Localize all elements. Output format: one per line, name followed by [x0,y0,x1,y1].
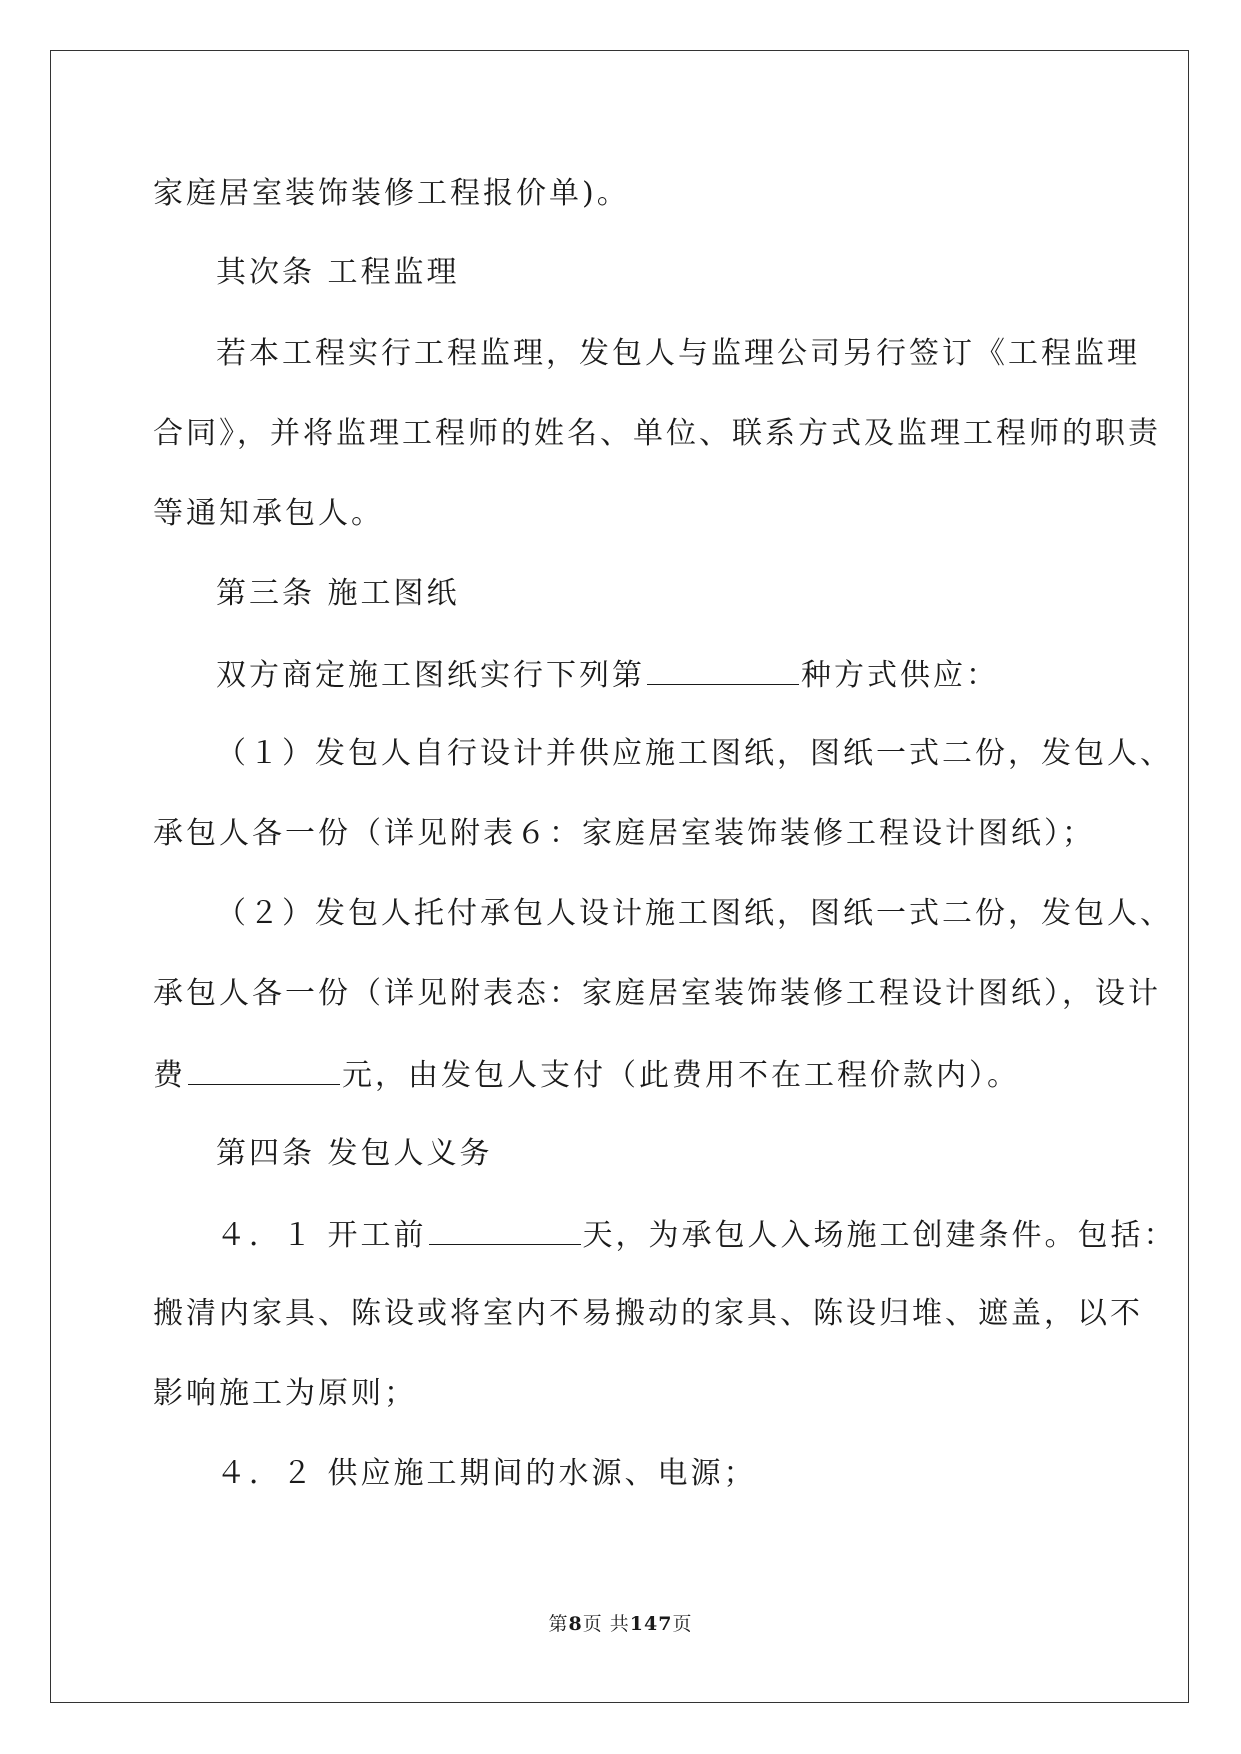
text-line [216,1214,1177,1256]
text-segment: 元，由发包人支付（此费用不在工程价款内）。 [342,1058,1020,1093]
text-segment: 费 [153,1058,186,1093]
text-line: （２）发包人托付承包人设计施工图纸，图纸一式二份，发包人、 [216,896,1173,931]
text-line [216,654,999,696]
footer-middle: 页 共 [582,1613,630,1635]
text-segment: 天，为承包人入场施工创建条件。包括： [582,1218,1177,1253]
text-line: ４．２ 供应施工期间的水源、电源； [216,1456,757,1491]
fill-in-blank[interactable] [429,1214,581,1245]
footer-suffix: 页 [672,1613,693,1635]
footer-prefix: 第 [548,1613,569,1635]
text-segment: 种方式供应： [801,658,999,693]
text-line: 合同》，并将监理工程师的姓名、单位、联系方式及监理工程师的职责 [153,416,1161,451]
section-heading: 第四条 发包人义务 [216,1136,493,1171]
text-segment: ４．１ 开工前 [216,1218,427,1253]
section-heading: 其次条 工程监理 [216,255,460,290]
fill-in-blank[interactable] [647,654,799,685]
text-line: 承包人各一份（详见附表态：家庭居室装饰装修工程设计图纸），设计 [153,976,1161,1011]
text-segment: 双方商定施工图纸实行下列第 [216,658,645,693]
text-line: 承包人各一份（详见附表６：家庭居室装饰装修工程设计图纸）； [153,816,1095,851]
section-heading: 第三条 施工图纸 [216,576,460,611]
text-line: （１）发包人自行设计并供应施工图纸，图纸一式二份，发包人、 [216,736,1173,771]
text-line: 影响施工为原则； [153,1376,417,1411]
fill-in-blank[interactable] [188,1054,340,1085]
text-line: 等通知承包人。 [153,496,384,531]
text-line: 搬清内家具、陈设或将室内不易搬动的家具、陈设归堆、遮盖，以不 [153,1296,1143,1331]
text-line: 家庭居室装饰装修工程报价单)。 [153,176,630,211]
text-line [153,1054,1020,1096]
text-line: 若本工程实行工程监理，发包人与监理公司另行签订《工程监理 [216,336,1140,371]
page-footer [0,1612,1241,1636]
page-number: 8 [568,1613,583,1635]
total-pages: 147 [629,1613,673,1635]
